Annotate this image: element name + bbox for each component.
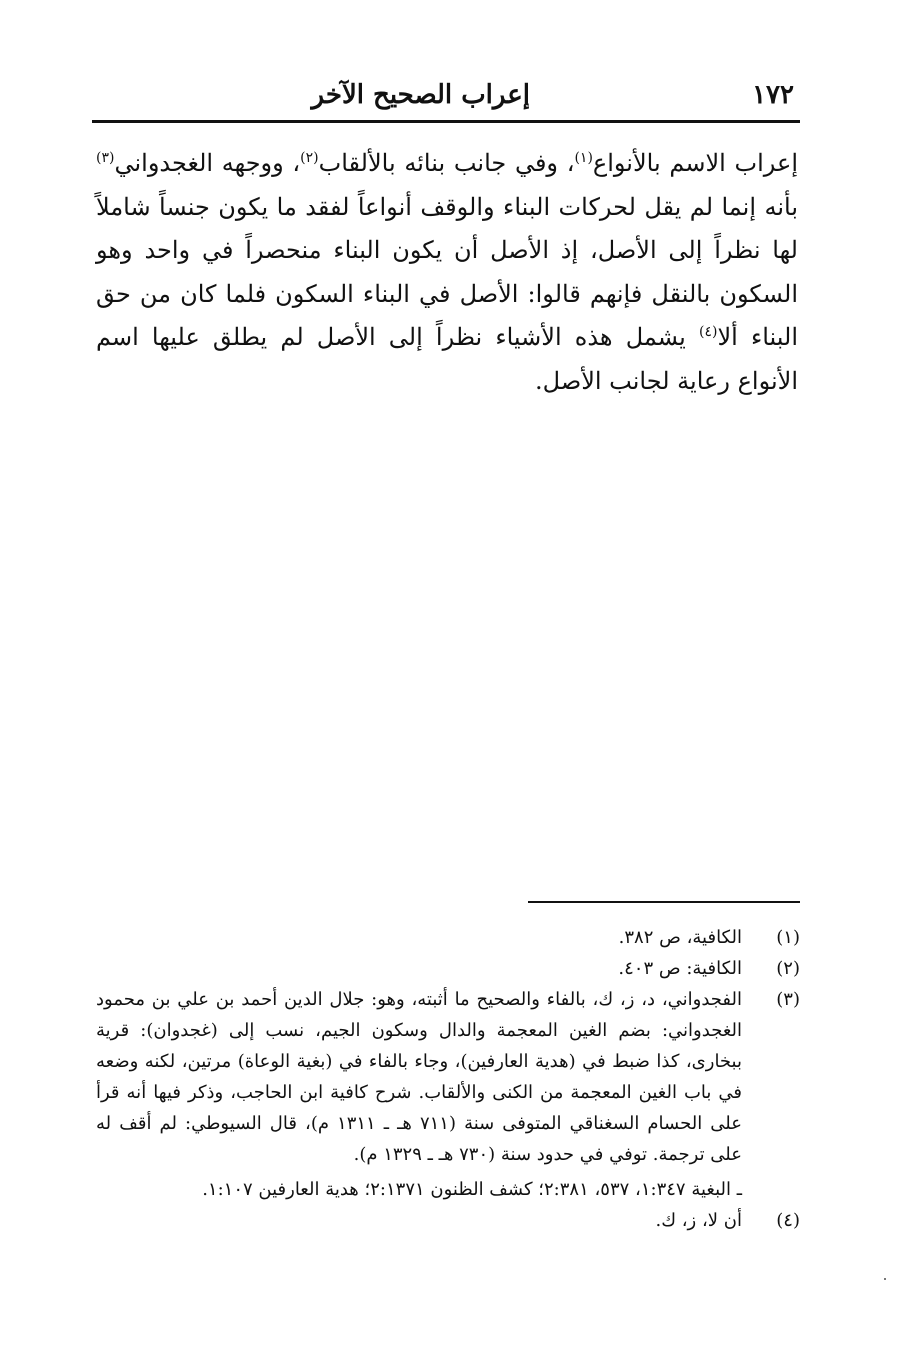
footnote-4 <box>96 1205 800 1236</box>
footnote-number: (٢) <box>776 958 800 979</box>
footnote-number: (١) <box>776 927 800 948</box>
text-segment: يشمل هذه الأشياء نظراً إلى الأصل لم يطلق عليها اسم الأنواع رعاية لجانب الأصل. <box>96 323 798 395</box>
footnote-text: الفجدواني، د، ز، ك، بالفاء والصحيح ما أثبته، وهو: جلال الدين أحمد بن علي بن محمود الغجدواني: بضم الغين المعجمة والدال وسكون الجيم، نسب إلى (غجدوان): قرية ببخارى، كذا ضبط في (هدية العارفين)، وجاء بالفاء في (بغية الوعاة) مرتين، لكنه وضعه في باب الغين المعجمة من الكنى والألقاب. شرح كافية ابن الحاجب، وذكر فيها أنه قرأ على الحسام السغناقي المتوفى سنة (٧١١ هـ ـ ١٣١١ م)، قال السيوطي: لم أقف له على ترجمة. توفي في حدود سنة (٧٣٠ هـ ـ ١٣٢٩ م). <box>96 989 742 1165</box>
scan-speck <box>884 1278 886 1280</box>
footnote-ref-3: (٣) <box>96 150 115 166</box>
text-segment: ، وفي جانب بنائه بالألقاب <box>318 149 575 177</box>
footnote-separator <box>528 901 800 903</box>
footnote-2 <box>96 953 800 984</box>
header-rule <box>92 120 800 123</box>
running-title: إعراب الصحيح الآخر <box>311 80 530 110</box>
main-text-block <box>96 142 798 403</box>
text-segment: إعراب الاسم بالأنواع <box>592 149 798 177</box>
main-paragraph <box>96 142 798 403</box>
footnotes-section <box>96 922 800 1236</box>
text-segment: بأنه إنما لم يقل لحركات البناء والوقف أنواعاً لفقد ما يكون جنساً شاملاً لها نظراً إلى الأصل، إذ الأصل أن يكون البناء منحصراً في واحد وهو السكون بالنقل فإنهم قالوا: الأصل في البناء السكون فلما كان من حق البناء ألا <box>96 192 798 351</box>
page-number: ١٧٢ <box>752 80 794 110</box>
footnote-text: أن لا، ز، ك. <box>655 1210 742 1231</box>
footnote-sources: ـ البغية ١:٣٤٧، ٥٣٧، ٢:٣٨١؛ كشف الظنون ٢:١٣٧١؛ هدية العارفين ١:١٠٧. <box>202 1179 742 1200</box>
text-segment: ، ووجهه الغجدواني <box>114 149 301 177</box>
footnote-ref-1: (١) <box>574 150 593 166</box>
footnote-text: الكافية، ص ٣٨٢. <box>618 927 742 948</box>
footnote-3 <box>96 984 800 1205</box>
footnote-number: (٣) <box>776 989 800 1010</box>
footnote-ref-4: (٤) <box>698 324 718 340</box>
footnote-text: الكافية: ص ٤٠٣. <box>618 958 742 979</box>
footnote-number: (٤) <box>776 1210 800 1231</box>
page-header <box>92 78 800 118</box>
footnote-1 <box>96 922 800 953</box>
footnote-ref-2: (٢) <box>300 150 319 166</box>
